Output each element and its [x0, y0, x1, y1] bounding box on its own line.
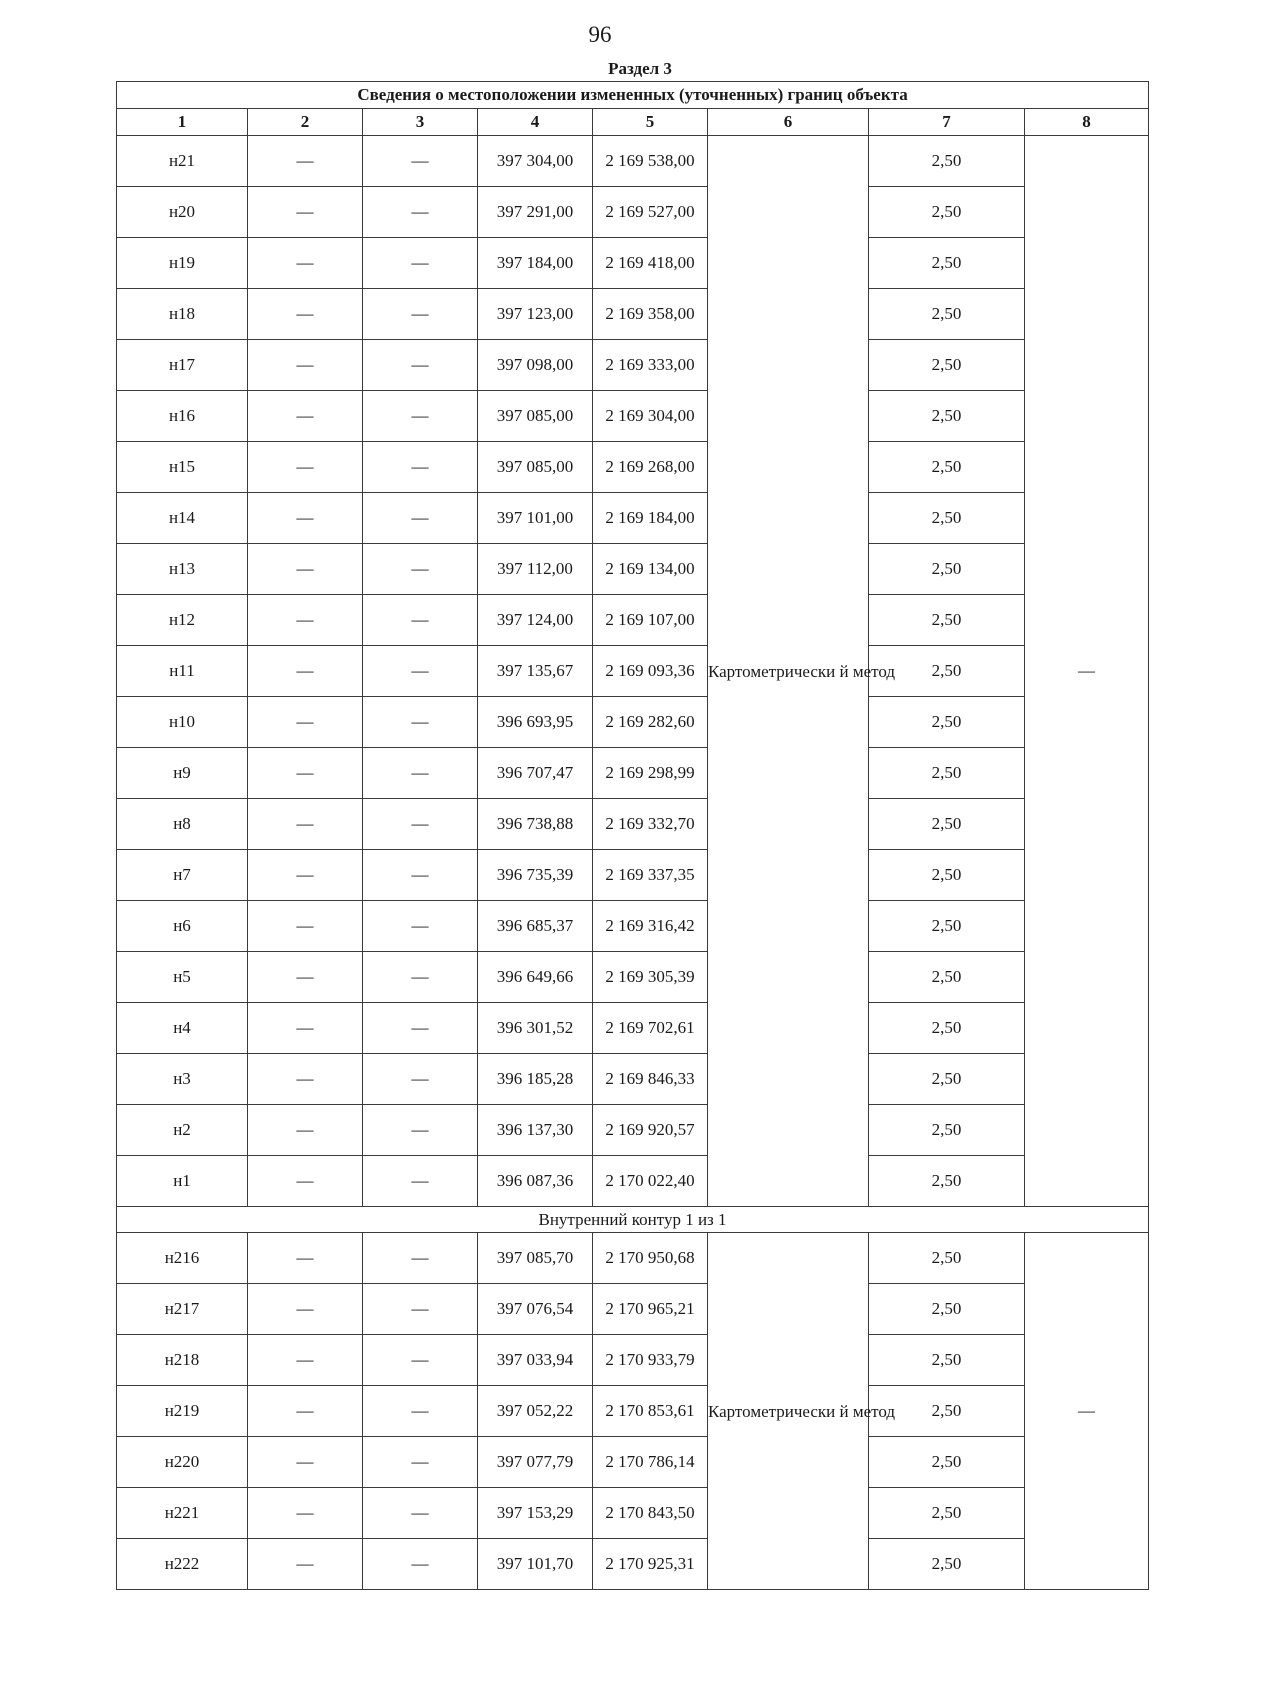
y-coordinate-cell: 2 170 950,68: [593, 1233, 708, 1284]
point-name-cell: н19: [117, 238, 248, 289]
x-coordinate-cell: 397 076,54: [478, 1284, 593, 1335]
x-coordinate-cell: 396 685,37: [478, 901, 593, 952]
coordinates-table: [116, 81, 1149, 1590]
column-2-cell: —: [248, 238, 363, 289]
table-row: [117, 1233, 1149, 1284]
accuracy-cell: 2,50: [869, 799, 1025, 850]
table-row: [117, 289, 1149, 340]
point-name-cell: н216: [117, 1233, 248, 1284]
table-row: [117, 1284, 1149, 1335]
column-2-cell: —: [248, 1003, 363, 1054]
column-2-cell: —: [248, 799, 363, 850]
column-2-cell: —: [248, 391, 363, 442]
accuracy-cell: 2,50: [869, 289, 1025, 340]
section-title: Раздел 3: [608, 59, 672, 78]
accuracy-cell: 2,50: [869, 340, 1025, 391]
column-header: 6: [708, 109, 869, 136]
column-3-cell: —: [363, 340, 478, 391]
x-coordinate-cell: 397 135,67: [478, 646, 593, 697]
column-2-cell: —: [248, 1054, 363, 1105]
column-3-cell: —: [363, 187, 478, 238]
x-coordinate-cell: 396 735,39: [478, 850, 593, 901]
point-name-cell: н16: [117, 391, 248, 442]
y-coordinate-cell: 2 169 538,00: [593, 136, 708, 187]
y-coordinate-cell: 2 169 316,42: [593, 901, 708, 952]
y-coordinate-cell: 2 169 337,35: [593, 850, 708, 901]
table-row: [117, 901, 1149, 952]
accuracy-cell: 2,50: [869, 748, 1025, 799]
x-coordinate-cell: 397 124,00: [478, 595, 593, 646]
point-name-cell: н6: [117, 901, 248, 952]
subsection-label: Внутренний контур 1 из 1: [117, 1207, 1149, 1233]
point-name-cell: н4: [117, 1003, 248, 1054]
column-2-cell: —: [248, 289, 363, 340]
accuracy-cell: 2,50: [869, 646, 1025, 697]
point-name-cell: н8: [117, 799, 248, 850]
column-2-cell: —: [248, 136, 363, 187]
table-row: [117, 1054, 1149, 1105]
accuracy-cell: 2,50: [869, 952, 1025, 1003]
y-coordinate-cell: 2 169 298,99: [593, 748, 708, 799]
point-name-cell: н1: [117, 1156, 248, 1207]
x-coordinate-cell: 396 185,28: [478, 1054, 593, 1105]
table-title: Сведения о местоположении измененных (уточненных) границ объекта: [117, 82, 1149, 109]
table-row: [117, 748, 1149, 799]
column-3-cell: —: [363, 544, 478, 595]
column-3-cell: —: [363, 1437, 478, 1488]
column-2-cell: —: [248, 595, 363, 646]
point-name-cell: н217: [117, 1284, 248, 1335]
x-coordinate-cell: 397 033,94: [478, 1335, 593, 1386]
column-header-row: [117, 109, 1149, 136]
point-name-cell: н3: [117, 1054, 248, 1105]
y-coordinate-cell: 2 169 134,00: [593, 544, 708, 595]
column-2-cell: —: [248, 1437, 363, 1488]
table-row: [117, 952, 1149, 1003]
table-row: [117, 1539, 1149, 1590]
table-title-row: [117, 82, 1149, 109]
y-coordinate-cell: 2 169 527,00: [593, 187, 708, 238]
x-coordinate-cell: 396 649,66: [478, 952, 593, 1003]
point-name-cell: н218: [117, 1335, 248, 1386]
column-header: 7: [869, 109, 1025, 136]
column-3-cell: —: [363, 1156, 478, 1207]
accuracy-cell: 2,50: [869, 1335, 1025, 1386]
table-row: [117, 1335, 1149, 1386]
table-row: [117, 1156, 1149, 1207]
table-row: [117, 1437, 1149, 1488]
point-name-cell: н17: [117, 340, 248, 391]
table-row: [117, 646, 1149, 697]
x-coordinate-cell: 396 087,36: [478, 1156, 593, 1207]
column-3-cell: —: [363, 1054, 478, 1105]
x-coordinate-cell: 397 098,00: [478, 340, 593, 391]
y-coordinate-cell: 2 170 933,79: [593, 1335, 708, 1386]
x-coordinate-cell: 396 137,30: [478, 1105, 593, 1156]
accuracy-cell: 2,50: [869, 850, 1025, 901]
accuracy-cell: 2,50: [869, 1386, 1025, 1437]
column-header: 5: [593, 109, 708, 136]
y-coordinate-cell: 2 169 304,00: [593, 391, 708, 442]
point-name-cell: н12: [117, 595, 248, 646]
y-coordinate-cell: 2 169 268,00: [593, 442, 708, 493]
column-3-cell: —: [363, 1386, 478, 1437]
accuracy-cell: 2,50: [869, 697, 1025, 748]
y-coordinate-cell: 2 169 418,00: [593, 238, 708, 289]
table-row: [117, 493, 1149, 544]
table-row: [117, 544, 1149, 595]
column-2-cell: —: [248, 1539, 363, 1590]
column-3-cell: —: [363, 952, 478, 1003]
point-name-cell: н2: [117, 1105, 248, 1156]
x-coordinate-cell: 397 085,00: [478, 391, 593, 442]
column-header: 1: [117, 109, 248, 136]
column-2-cell: —: [248, 442, 363, 493]
y-coordinate-cell: 2 169 093,36: [593, 646, 708, 697]
accuracy-cell: 2,50: [869, 136, 1025, 187]
point-name-cell: н220: [117, 1437, 248, 1488]
column-3-cell: —: [363, 901, 478, 952]
column-3-cell: —: [363, 238, 478, 289]
x-coordinate-cell: 397 304,00: [478, 136, 593, 187]
table-row: [117, 340, 1149, 391]
y-coordinate-cell: 2 169 305,39: [593, 952, 708, 1003]
x-coordinate-cell: 397 291,00: [478, 187, 593, 238]
y-coordinate-cell: 2 170 853,61: [593, 1386, 708, 1437]
column-header: 2: [248, 109, 363, 136]
x-coordinate-cell: 397 112,00: [478, 544, 593, 595]
y-coordinate-cell: 2 170 843,50: [593, 1488, 708, 1539]
x-coordinate-cell: 396 301,52: [478, 1003, 593, 1054]
table-row: [117, 238, 1149, 289]
column-3-cell: —: [363, 493, 478, 544]
column-3-cell: —: [363, 748, 478, 799]
column-2-cell: —: [248, 493, 363, 544]
column-header: 3: [363, 109, 478, 136]
page-number: 96: [588, 22, 612, 47]
column-header: 8: [1025, 109, 1149, 136]
column-3-cell: —: [363, 442, 478, 493]
x-coordinate-cell: 397 077,79: [478, 1437, 593, 1488]
subsection-row: [117, 1207, 1149, 1233]
column-3-cell: —: [363, 850, 478, 901]
column-2-cell: —: [248, 544, 363, 595]
method-cell: Картометрически й метод: [708, 1233, 869, 1590]
accuracy-cell: 2,50: [869, 595, 1025, 646]
column-2-cell: —: [248, 1386, 363, 1437]
accuracy-cell: 2,50: [869, 1054, 1025, 1105]
table-row: [117, 1003, 1149, 1054]
accuracy-cell: 2,50: [869, 238, 1025, 289]
column-3-cell: —: [363, 1284, 478, 1335]
point-name-cell: н9: [117, 748, 248, 799]
table-row: [117, 391, 1149, 442]
point-name-cell: н222: [117, 1539, 248, 1590]
accuracy-cell: 2,50: [869, 442, 1025, 493]
table-row: [117, 187, 1149, 238]
column-3-cell: —: [363, 646, 478, 697]
y-coordinate-cell: 2 170 022,40: [593, 1156, 708, 1207]
column-2-cell: —: [248, 748, 363, 799]
column-2-cell: —: [248, 1335, 363, 1386]
point-name-cell: н20: [117, 187, 248, 238]
table-row: [117, 1105, 1149, 1156]
table-row: [117, 850, 1149, 901]
point-name-cell: н219: [117, 1386, 248, 1437]
table-row: [117, 595, 1149, 646]
column-2-cell: —: [248, 187, 363, 238]
point-name-cell: н10: [117, 697, 248, 748]
point-name-cell: н21: [117, 136, 248, 187]
point-name-cell: н5: [117, 952, 248, 1003]
table-row: [117, 1488, 1149, 1539]
y-coordinate-cell: 2 169 920,57: [593, 1105, 708, 1156]
column-3-cell: —: [363, 1488, 478, 1539]
accuracy-cell: 2,50: [869, 1233, 1025, 1284]
table-row: [117, 136, 1149, 187]
accuracy-cell: 2,50: [869, 1284, 1025, 1335]
x-coordinate-cell: 396 693,95: [478, 697, 593, 748]
x-coordinate-cell: 397 101,00: [478, 493, 593, 544]
column-3-cell: —: [363, 697, 478, 748]
x-coordinate-cell: 397 085,70: [478, 1233, 593, 1284]
accuracy-cell: 2,50: [869, 1105, 1025, 1156]
column-2-cell: —: [248, 646, 363, 697]
y-coordinate-cell: 2 169 846,33: [593, 1054, 708, 1105]
y-coordinate-cell: 2 170 786,14: [593, 1437, 708, 1488]
x-coordinate-cell: 396 707,47: [478, 748, 593, 799]
column-3-cell: —: [363, 1539, 478, 1590]
accuracy-cell: 2,50: [869, 1156, 1025, 1207]
y-coordinate-cell: 2 169 282,60: [593, 697, 708, 748]
column-2-cell: —: [248, 1156, 363, 1207]
y-coordinate-cell: 2 169 333,00: [593, 340, 708, 391]
accuracy-cell: 2,50: [869, 544, 1025, 595]
column-3-cell: —: [363, 391, 478, 442]
accuracy-cell: 2,50: [869, 1539, 1025, 1590]
y-coordinate-cell: 2 170 965,21: [593, 1284, 708, 1335]
table-row: [117, 697, 1149, 748]
column-3-cell: —: [363, 136, 478, 187]
accuracy-cell: 2,50: [869, 901, 1025, 952]
table-row: [117, 442, 1149, 493]
accuracy-cell: 2,50: [869, 187, 1025, 238]
point-name-cell: н13: [117, 544, 248, 595]
point-name-cell: н11: [117, 646, 248, 697]
x-coordinate-cell: 397 052,22: [478, 1386, 593, 1437]
y-coordinate-cell: 2 169 358,00: [593, 289, 708, 340]
column-3-cell: —: [363, 1105, 478, 1156]
table-row: [117, 799, 1149, 850]
column-2-cell: —: [248, 1284, 363, 1335]
column-2-cell: —: [248, 850, 363, 901]
y-coordinate-cell: 2 170 925,31: [593, 1539, 708, 1590]
column-2-cell: —: [248, 1488, 363, 1539]
table-body: [117, 136, 1149, 1590]
y-coordinate-cell: 2 169 107,00: [593, 595, 708, 646]
column-3-cell: —: [363, 799, 478, 850]
y-coordinate-cell: 2 169 184,00: [593, 493, 708, 544]
accuracy-cell: 2,50: [869, 1488, 1025, 1539]
point-name-cell: н221: [117, 1488, 248, 1539]
column-3-cell: —: [363, 1335, 478, 1386]
point-name-cell: н14: [117, 493, 248, 544]
column-2-cell: —: [248, 1105, 363, 1156]
method-cell: Картометрически й метод: [708, 136, 869, 1207]
accuracy-cell: 2,50: [869, 391, 1025, 442]
x-coordinate-cell: 397 123,00: [478, 289, 593, 340]
accuracy-cell: 2,50: [869, 1437, 1025, 1488]
table-row: [117, 1386, 1149, 1437]
x-coordinate-cell: 397 184,00: [478, 238, 593, 289]
column-8-cell: —: [1025, 1233, 1149, 1590]
column-2-cell: —: [248, 952, 363, 1003]
column-3-cell: —: [363, 1233, 478, 1284]
y-coordinate-cell: 2 169 332,70: [593, 799, 708, 850]
accuracy-cell: 2,50: [869, 493, 1025, 544]
point-name-cell: н18: [117, 289, 248, 340]
x-coordinate-cell: 397 085,00: [478, 442, 593, 493]
y-coordinate-cell: 2 169 702,61: [593, 1003, 708, 1054]
column-2-cell: —: [248, 340, 363, 391]
column-2-cell: —: [248, 697, 363, 748]
column-8-cell: —: [1025, 136, 1149, 1207]
point-name-cell: н15: [117, 442, 248, 493]
x-coordinate-cell: 397 153,29: [478, 1488, 593, 1539]
x-coordinate-cell: 397 101,70: [478, 1539, 593, 1590]
point-name-cell: н7: [117, 850, 248, 901]
column-3-cell: —: [363, 1003, 478, 1054]
column-header: 4: [478, 109, 593, 136]
column-2-cell: —: [248, 901, 363, 952]
accuracy-cell: 2,50: [869, 1003, 1025, 1054]
column-2-cell: —: [248, 1233, 363, 1284]
column-3-cell: —: [363, 595, 478, 646]
x-coordinate-cell: 396 738,88: [478, 799, 593, 850]
column-3-cell: —: [363, 289, 478, 340]
